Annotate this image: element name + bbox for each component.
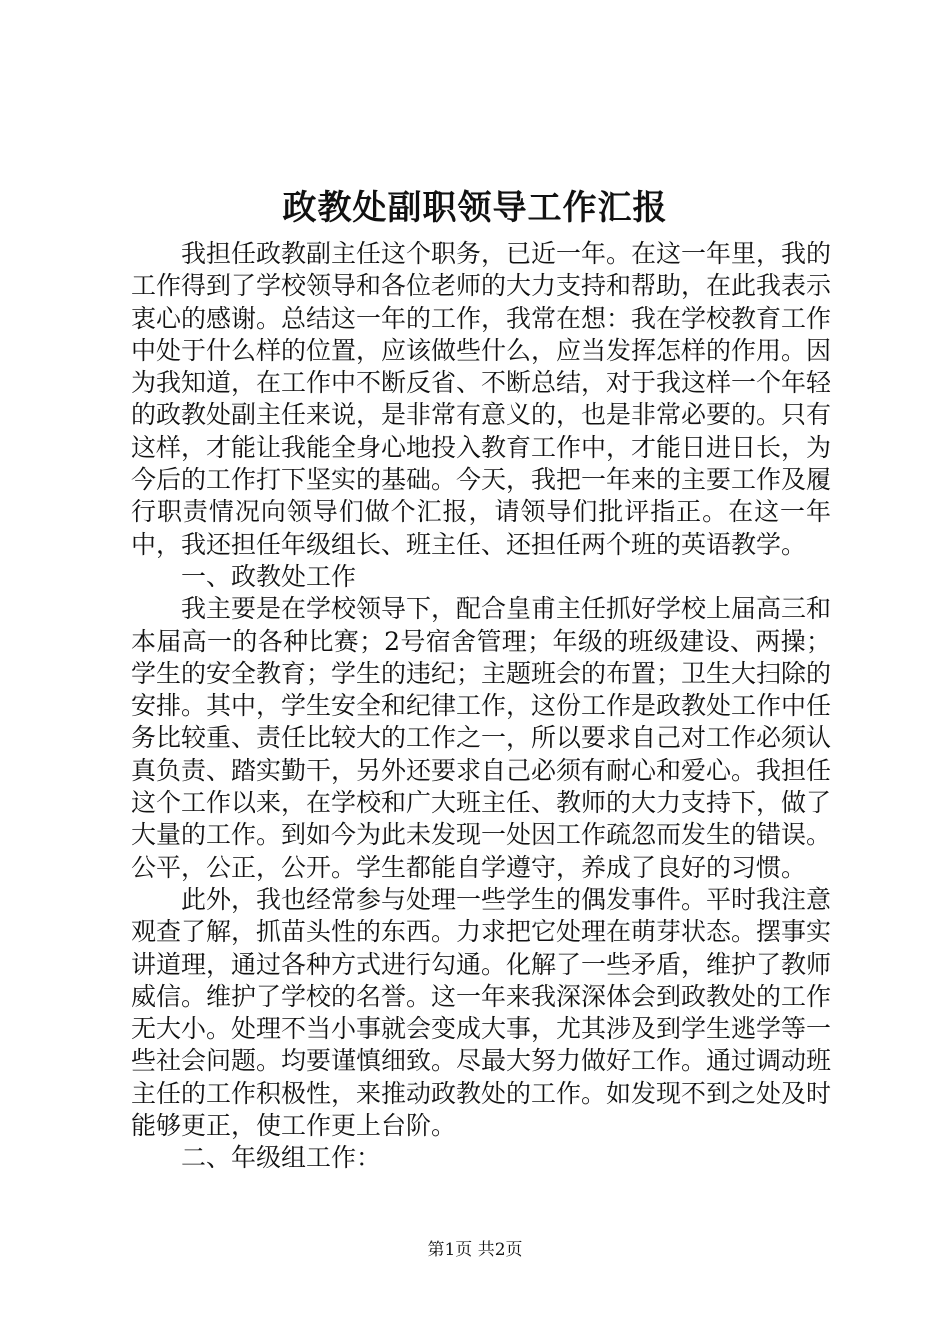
paragraph-intro: 我担任政教副主任这个职务，已近一年。在这一年里，我的工作得到了学校领导和各位老师的大力支持和帮助，在此我表示衷心的感谢。总结这一年的工作，我常在想：我在学校教育工作中处于什么样的位置，应该做些什么，应当发挥怎样的作用。因为我知道，在工作中不断反省、不断总结，对于我这样一个年轻的政教处副主任来说，是非常有意义的，也是非常必要的。只有这样，才能让我能全身心地投入教育工作中，才能日进日长，为今后的工作打下坚实的基础。今天，我把一年来的主要工作及履行职责情况向领导们做个汇报，请领导们批评指正。在这一年中，我还担任年级组长、班主任、还担任两个班的英语教学。: [131, 239, 832, 559]
document-body: [131, 238, 831, 1175]
paragraph-incidents: 此外，我也经常参与处理一些学生的偶发事件。平时我注意观查了解，抓苗头性的东西。力求把它处理在萌芽状态。摆事实讲道理，通过各种方式进行勾通。化解了一些矛盾，维护了教师威信。维护了学校的名誉。这一年来我深深体会到政教处的工作无大小。处理不当小事就会变成大事，尤其涉及到学生逃学等一些社会问题。均要谨慎细致。尽最大努力做好工作。通过调动班主任的工作积极性，来推动政教处的工作。如发现不到之处及时能够更正，使工作更上台阶。: [131, 884, 832, 1141]
paragraph-section-1: 我主要是在学校领导下，配合皇甫主任抓好学校上届高三和本届高一的各种比赛；2号宿舍管理；年级的班级建设、两操；学生的安全教育；学生的违纪；主题班会的布置；卫生大扫除的安排。其中，学生安全和纪律工作，这份工作是政教处工作中任务比较重、责任比较大的工作之一，所以要求自己对工作必须认真负责、踏实勤干，另外还要求自己必须有耐心和爱心。我担任这个工作以来，在学校和广大班主任、教师的大力支持下，做了大量的工作。到如今为此未发现一处因工作疏忽而发生的错误。公平，公正，公开。学生都能自学遵守，养成了良好的习惯。: [131, 594, 832, 882]
document-title: 政教处副职领导工作汇报: [282, 188, 668, 228]
page-footer: 第1页 共2页: [427, 1240, 523, 1260]
section-heading-2: 二、年级组工作：: [181, 1143, 382, 1173]
section-heading-1: 一、政教处工作: [181, 561, 357, 591]
